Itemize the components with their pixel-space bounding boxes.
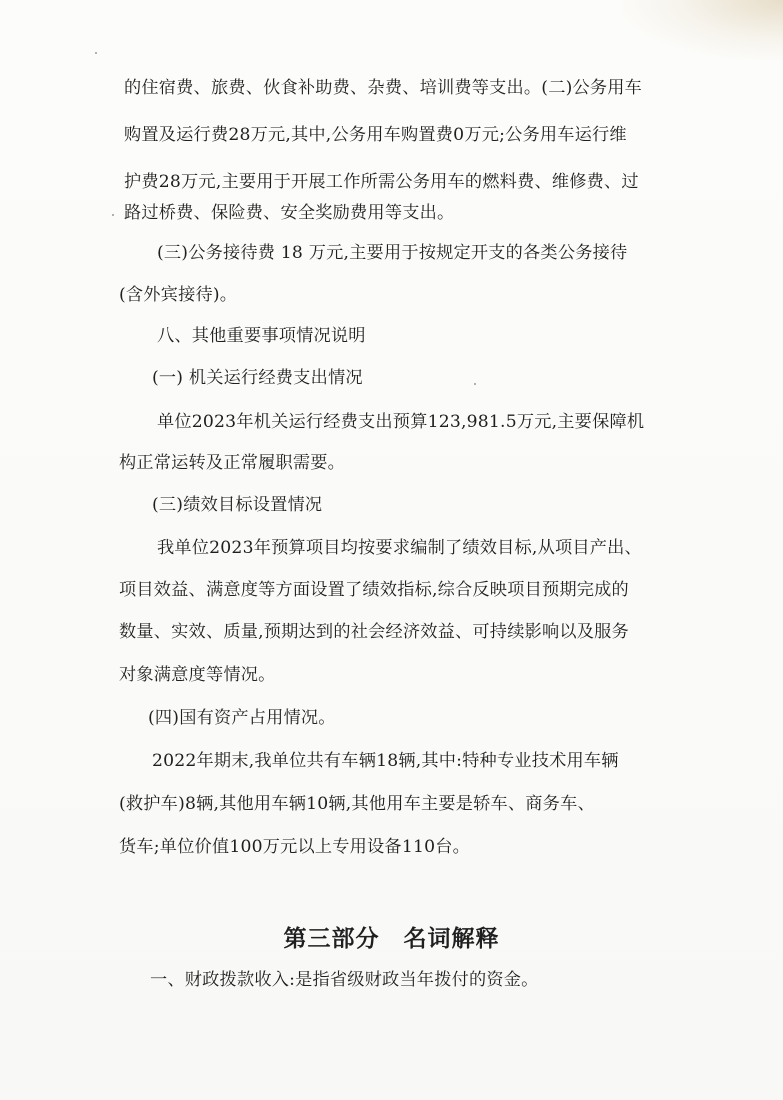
body-text-line: 构正常运转及正常履职需要。 — [119, 453, 346, 473]
definition-item: 一、财政拨款收入:是指省级财政当年拨付的资金。 — [150, 970, 539, 990]
body-text-line: (救护车)8辆,其他用车辆10辆,其他用车主要是轿车、商务车、 — [119, 794, 595, 814]
part-heading: 第三部分 名词解释 — [283, 926, 500, 952]
subsection-title: (一) 机关运行经费支出情况 — [152, 368, 363, 388]
body-text-line: 护费28万元,主要用于开展工作所需公务用车的燃料费、维修费、过 — [124, 172, 639, 192]
body-text-line: 货车;单位价值100万元以上专用设备110台。 — [119, 837, 471, 857]
body-text-line: 2022年期末,我单位共有车辆18辆,其中:特种专业技术用车辆 — [152, 751, 619, 771]
body-text-line: 购置及运行费28万元,其中,公务用车购置费0万元;公务用车运行维 — [124, 125, 627, 145]
scan-corner-shading — [623, 0, 783, 60]
scan-speck — [474, 383, 476, 385]
body-text-line: 单位2023年机关运行经费支出预算123,981.5万元,主要保障机 — [157, 412, 645, 432]
body-text-line: (三)公务接待费 18 万元,主要用于按规定开支的各类公务接待 — [157, 243, 628, 263]
body-text-line: 对象满意度等情况。 — [119, 665, 276, 685]
scan-speck — [112, 214, 114, 216]
subsection-title: (三)绩效目标设置情况 — [152, 495, 323, 515]
body-text-line: 项目效益、满意度等方面设置了绩效指标,综合反映项目预期完成的 — [119, 580, 629, 600]
body-text-line: 我单位2023年预算项目均按要求编制了绩效目标,从项目产出、 — [157, 538, 642, 558]
body-text-line: (含外宾接待)。 — [119, 285, 238, 305]
body-text-line: 路过桥费、保险费、安全奖励费用等支出。 — [124, 203, 455, 223]
section-title: 八、其他重要事项情况说明 — [157, 326, 366, 346]
body-text-line: 数量、实效、质量,预期达到的社会经济效益、可持续影响以及服务 — [119, 622, 629, 642]
subsection-title: (四)国有资产占用情况。 — [148, 708, 336, 728]
body-text-line: 的住宿费、旅费、伙食补助费、杂费、培训费等支出。(二)公务用车 — [124, 78, 643, 98]
scan-speck — [95, 52, 97, 54]
